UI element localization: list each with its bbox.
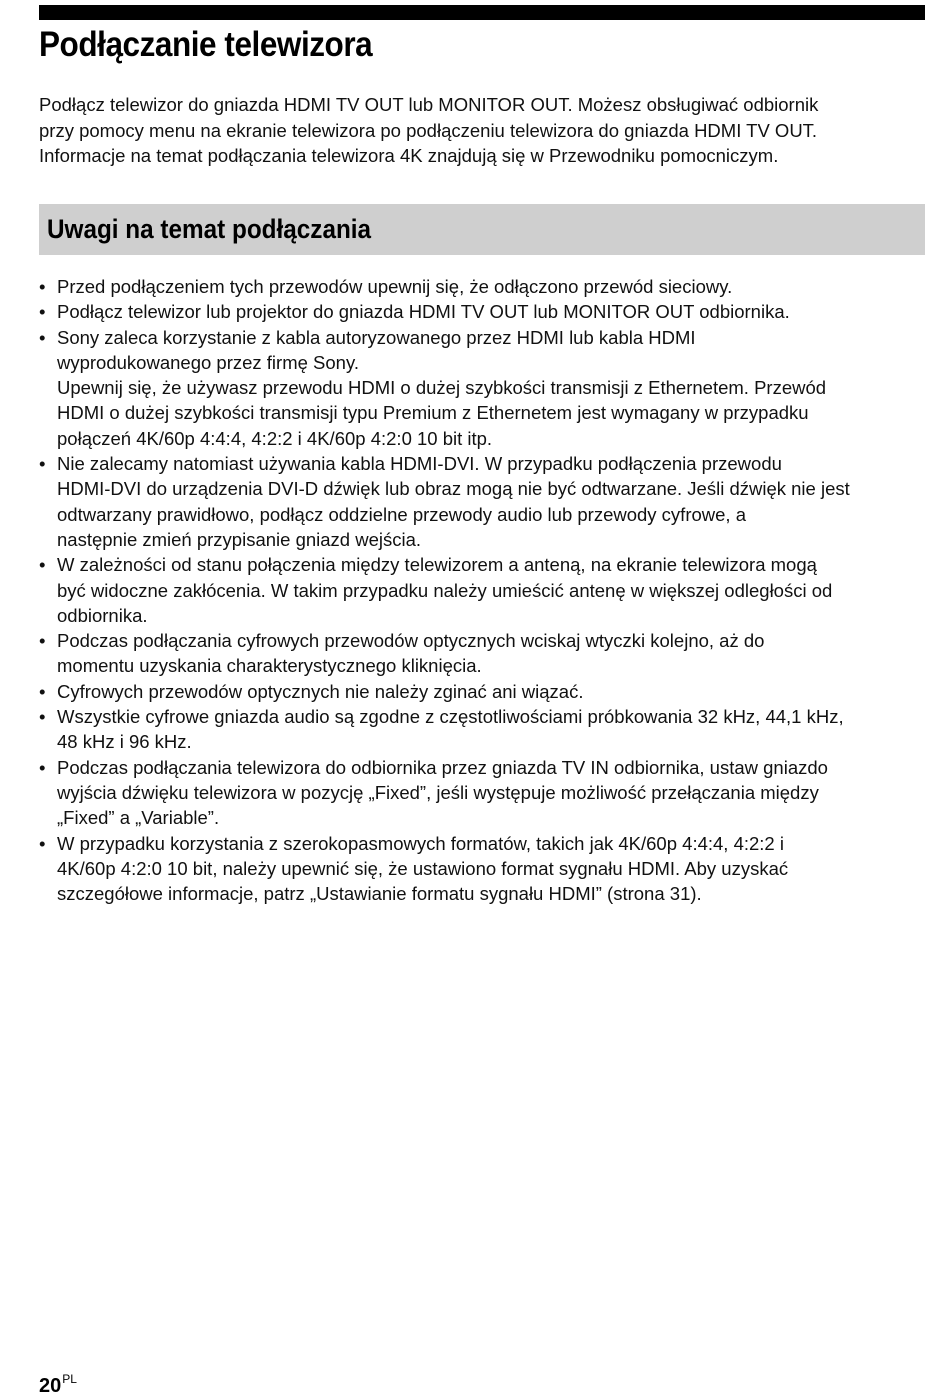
note-line: 48 kHz i 96 kHz. — [57, 731, 192, 753]
note-item — [39, 704, 925, 755]
note-item — [39, 831, 925, 907]
bullet-icon: • — [39, 630, 46, 652]
intro-paragraph — [39, 92, 925, 169]
section-title: Uwagi na temat podłączania — [47, 214, 372, 244]
note-line: odtwarzany prawidłowo, podłącz oddzielne przewody audio lub przewody cyfrowe, a — [57, 503, 746, 525]
top-rule — [39, 5, 925, 20]
note-line: wyprodukowanego przez firmę Sony. — [57, 351, 359, 373]
intro-line: Podłącz telewizor do gniazda HDMI TV OUT lub MONITOR OUT. Możesz obsługiwać odbiornik — [39, 94, 819, 115]
note-line: odbiornika. — [57, 604, 148, 626]
bullet-icon: • — [39, 832, 46, 854]
bullet-icon: • — [39, 680, 46, 702]
notes-list — [39, 274, 925, 906]
note-line: W zależności od stanu połączenia między telewizorem a anteną, na ekranie telewizora mogą — [57, 554, 817, 576]
note-item — [39, 679, 925, 704]
section-header — [39, 204, 925, 255]
note-line: wyjścia dźwięku telewizora w pozycję „Fixed”, jeśli występuje możliwość przełączania między — [57, 781, 819, 803]
intro-line: Informacje na temat podłączania telewizora 4K znajdują się w Przewodniku pomocniczym. — [39, 145, 779, 166]
note-item — [39, 552, 925, 628]
note-line: momentu uzyskania charakterystycznego kliknięcia. — [57, 655, 482, 677]
note-line: Cyfrowych przewodów optycznych nie należy zginać ani wiązać. — [57, 680, 584, 702]
bullet-icon: • — [39, 706, 46, 728]
note-line: połączeń 4K/60p 4:4:4, 4:2:2 i 4K/60p 4:2:0 10 bit itp. — [57, 427, 493, 449]
note-line: Upewnij się, że używasz przewodu HDMI o dużej szybkości transmisji z Ethernetem. Przewód — [57, 377, 827, 399]
intro-line: przy pomocy menu na ekranie telewizora po podłączeniu telewizora do gniazda HDMI TV OUT. — [39, 119, 818, 141]
note-line: następnie zmień przypisanie gniazd wejścia. — [57, 528, 422, 550]
bullet-icon: • — [39, 453, 46, 475]
note-line: „Fixed” a „Variable”. — [57, 807, 220, 829]
note-line: 4K/60p 4:2:0 10 bit, należy upewnić się, że ustawiono format sygnału HDMI. Aby uzyskać — [57, 857, 789, 879]
note-item — [39, 299, 925, 324]
note-line: W przypadku korzystania z szerokopasmowych formatów, takich jak 4K/60p 4:4:4, 4:2:2 i — [57, 832, 784, 854]
note-item — [39, 451, 925, 552]
note-line: Podczas podłączania cyfrowych przewodów optycznych wciskaj wtyczki kolejno, aż do — [57, 630, 765, 652]
note-item — [39, 274, 925, 299]
page-number — [39, 1366, 77, 1399]
note-line: szczegółowe informacje, patrz „Ustawianie formatu sygnału HDMI” (strona 31). — [57, 883, 702, 905]
note-line: HDMI-DVI do urządzenia DVI-D dźwięk lub obraz mogą nie być odtwarzane. Jeśli dźwięk nie jest — [57, 478, 850, 500]
bullet-icon: • — [39, 326, 46, 348]
bullet-icon: • — [39, 276, 46, 297]
note-line: Nie zalecamy natomiast używania kabla HDMI-DVI. W przypadku podłączenia przewodu — [57, 453, 782, 475]
bullet-icon: • — [39, 301, 46, 323]
note-line: Wszystkie cyfrowe gniazda audio są zgodne z częstotliwościami próbkowania 32 kHz, 44,1 kHz, — [57, 706, 844, 728]
note-line: HDMI o dużej szybkości transmisji typu Premium z Ethernetem jest wymagany w przypadku — [57, 402, 809, 424]
note-line: Podłącz telewizor lub projektor do gniazda HDMI TV OUT lub MONITOR OUT odbiornika. — [57, 301, 790, 323]
page-number-value: 20 — [39, 1375, 62, 1397]
note-line: Przed podłączeniem tych przewodów upewnij się, że odłączono przewód sieciowy. — [57, 276, 733, 297]
note-line: Sony zaleca korzystanie z kabla autoryzowanego przez HDMI lub kabla HDMI — [57, 326, 696, 348]
page-title: Podłączanie telewizora — [39, 25, 373, 64]
note-item — [39, 325, 925, 451]
note-line: być widoczne zakłócenia. W takim przypadku należy umieścić antenę w większej odległości od — [57, 579, 833, 601]
note-line: Podczas podłączania telewizora do odbiornika przez gniazda TV IN odbiornika, ustaw gniazdo — [57, 756, 828, 778]
bullet-icon: • — [39, 756, 46, 778]
note-item — [39, 628, 925, 679]
language-code: PL — [62, 1372, 77, 1386]
note-item — [39, 755, 925, 831]
bullet-icon: • — [39, 554, 46, 576]
